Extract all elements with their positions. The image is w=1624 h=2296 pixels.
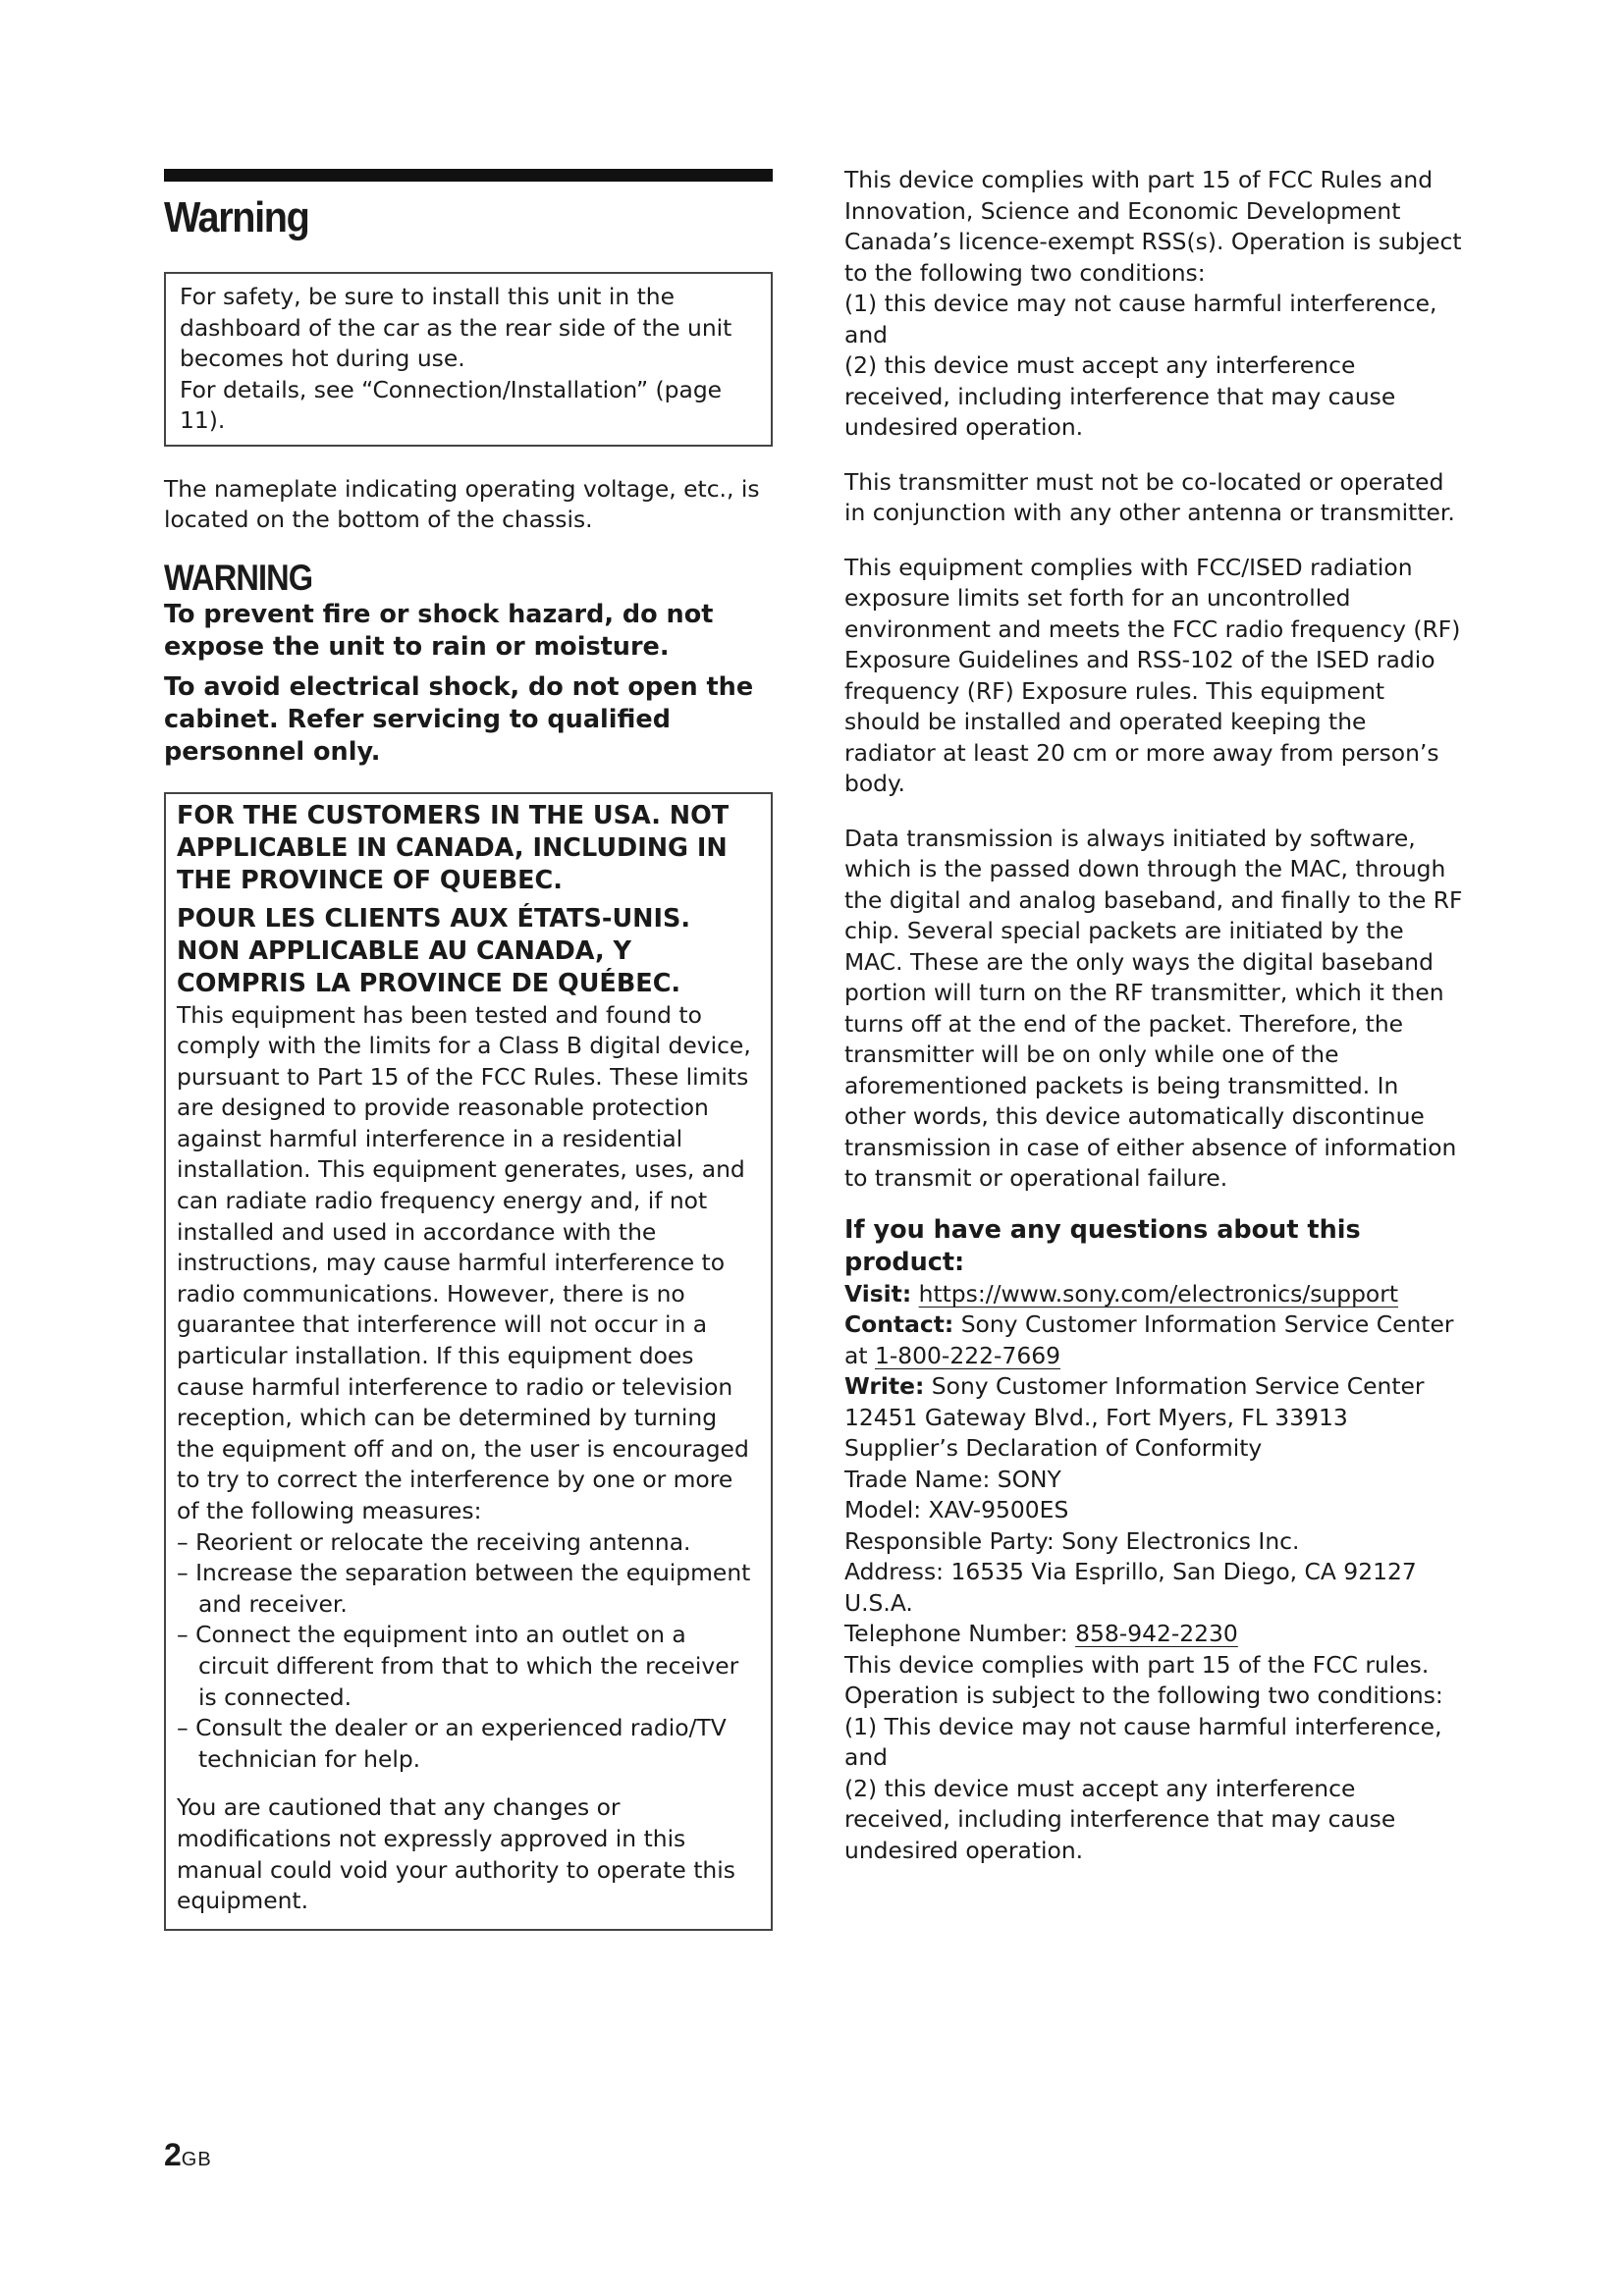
right-column <box>844 165 1463 1866</box>
warning-fire-text: To prevent fire or shock hazard, do not expose the unit to rain or moisture. <box>164 599 714 662</box>
fcc-condition-1: (1) This device may not cause harmful interference, and <box>844 1712 1442 1771</box>
write-text: Sony Customer Information Service Center <box>931 1372 1425 1400</box>
sdoc-title: Supplier’s Declaration of Conformity <box>844 1434 1263 1462</box>
visit-line <box>844 1279 1463 1310</box>
fcc-heading-english: FOR THE CUSTOMERS IN THE USA. NOT APPLICABLE IN CANADA, INCLUDING IN THE PROVINCE OF QUEBEC. <box>177 800 730 895</box>
telephone-line <box>844 1619 1463 1650</box>
contact-line <box>844 1309 1463 1371</box>
heading-rule <box>164 169 773 182</box>
responsible-party: Responsible Party: Sony Electronics Inc. <box>844 1526 1300 1555</box>
support-url-link[interactable]: https://www.sony.com/electronics/support <box>918 1279 1399 1308</box>
fcc-measure-item: – Reorient or relocate the receiving antenna. <box>177 1527 691 1556</box>
contact-text: Sony Customer Information Service Center at <box>844 1310 1454 1369</box>
data-transmission-text: Data transmission is always initiated by software, which is the passed down through the MAC, through the digital and analog baseband, and finally to the RF chip. Several special packets are initiated by the MAC. These are the only ways the digital baseband portion will turn on the RF transmitter, which it then turns off at the end of the packet. Therefore, the transmitter will be on only while one of the aforementioned packets is being transmitted. In other words, this device automatically discontinue transmission in case of either absence of information to transmit or operational failure. <box>844 824 1463 1192</box>
page-number <box>164 2137 212 2173</box>
warning-shock-text: To avoid electrical shock, do not open the cabinet. Refer servicing to qualified personnel only. <box>164 671 754 767</box>
contact-phone-link[interactable]: 1-800-222-7669 <box>874 1341 1060 1369</box>
fcc-notice-box <box>164 792 773 1931</box>
questions-heading: If you have any questions about this product: <box>844 1214 1361 1277</box>
safety-notice-box <box>164 272 773 447</box>
fcc-body-text: This equipment has been tested and found to comply with the limits for a Class B digital device, pursuant to Part 15 of the FCC Rules. These limits are designed to provide reasonable protection against harmful interference in a residential installation. This equipment generates, uses, and can radiate radio frequency energy and, if not installed and used in accordance with the instructions, may cause harmful interference to radio communications. However, there is no guarantee that interference will not occur in a particular installation. If this equipment does cause harmful interference to radio or television reception, which can be determined by turning the equipment off and on, the user is encouraged to try to correct the interference by one or more of the following measures: <box>177 1000 751 1524</box>
page-number-value: 2 <box>164 2137 182 2172</box>
transmitter-colocation-text: This transmitter must not be co-located or operated in conjunction with any other antenna or transmitter. <box>844 467 1455 526</box>
page-language-suffix: GB <box>181 2149 212 2170</box>
safety-notice-text: For safety, be sure to install this unit in the dashboard of the car as the rear side of the unit becomes hot during use. <box>180 283 732 372</box>
trade-name: Trade Name: SONY <box>844 1465 1061 1493</box>
ised-compliance-text: This device complies with part 15 of FCC Rules and Innovation, Science and Economic Development Canada’s licence-exempt RSS(s). Operation is subject to the following two conditions: <box>844 166 1462 287</box>
fcc-measure-item: – Increase the separation between the equipment and receiver. <box>177 1559 751 1618</box>
safety-notice-reference: For details, see “Connection/Installation” (page 11). <box>180 375 723 434</box>
warning-heading: WARNING <box>164 557 313 598</box>
write-line <box>844 1371 1463 1403</box>
fcc-measure-item: – Connect the equipment into an outlet on a circuit different from that to which the receiver is connected. <box>177 1621 739 1711</box>
visit-label: Visit: <box>844 1279 912 1308</box>
ised-condition-2: (2) this device must accept any interference received, including interference that may cause undesired operation. <box>844 351 1396 441</box>
ised-condition-1: (1) this device may not cause harmful interference, and <box>844 290 1437 348</box>
contact-label: Contact: <box>844 1310 954 1338</box>
write-address: 12451 Gateway Blvd., Fort Myers, FL 33913 <box>844 1403 1348 1431</box>
model-number: Model: XAV-9500ES <box>844 1496 1069 1523</box>
fcc-heading-french: POUR LES CLIENTS AUX ÉTATS-UNIS. NON APPLICABLE AU CANADA, Y COMPRIS LA PROVINCE DE QUÉBEC. <box>177 903 691 998</box>
fcc-measure-item: – Consult the dealer or an experienced radio/TV technician for help. <box>177 1714 727 1773</box>
telephone-number-link[interactable]: 858-942-2230 <box>1075 1620 1238 1647</box>
fcc-compliance-text: This device complies with part 15 of the FCC rules. Operation is subject to the following two conditions: <box>844 1650 1443 1709</box>
page-title: Warning <box>164 193 309 241</box>
fcc-condition-2: (2) this device must accept any interference received, including interference that may cause undesired operation. <box>844 1774 1396 1864</box>
rf-exposure-text: This equipment complies with FCC/ISED radiation exposure limits set forth for an uncontrolled environment and meets the FCC radio frequency (RF) Exposure Guidelines and RSS-102 of the ISED radio frequency (RF) Exposure rules. This equipment should be installed and operated keeping the radiator at least 20 cm or more away from person’s body. <box>844 553 1461 797</box>
nameplate-text: The nameplate indicating operating voltage, etc., is located on the bottom of the chassis. <box>164 474 760 533</box>
fcc-caution-text: You are cautioned that any changes or modifications not expressly approved in this manual could void your authority to operate this equipment. <box>177 1793 735 1915</box>
write-label: Write: <box>844 1372 925 1400</box>
telephone-label: Telephone Number: <box>844 1620 1068 1647</box>
party-address: Address: 16535 Via Esprillo, San Diego, CA 92127 U.S.A. <box>844 1558 1417 1617</box>
left-column <box>164 165 773 1931</box>
